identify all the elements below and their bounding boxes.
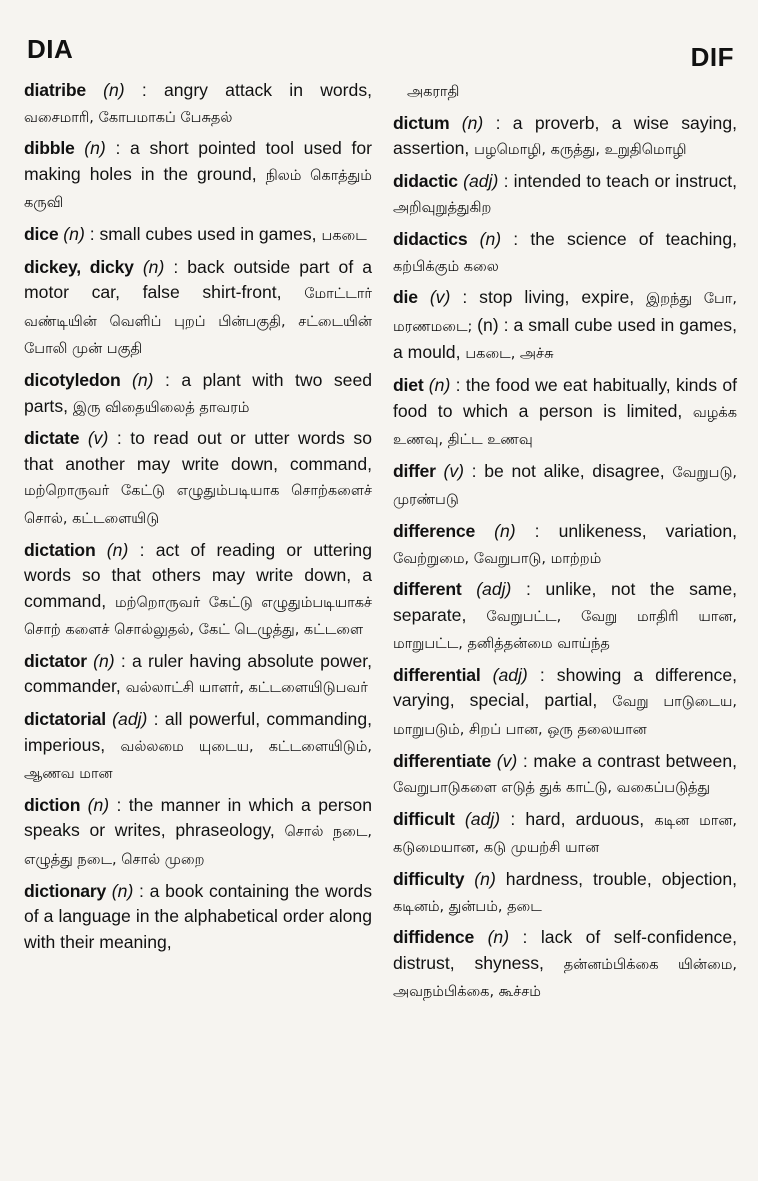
headword: differential bbox=[393, 664, 481, 685]
part-of-speech: (n) bbox=[428, 374, 451, 395]
dictionary-entry bbox=[24, 255, 372, 363]
definition: : angry attack in words, வசைமாரி, கோபமாகப் பேசுதல் bbox=[24, 80, 373, 126]
headword: difference bbox=[393, 520, 476, 541]
definition: : intended to teach or instruct, அறிவுறுத்துகிற bbox=[393, 170, 738, 217]
part-of-speech: (n) bbox=[494, 520, 516, 541]
dictionary-entry bbox=[393, 227, 737, 280]
part-of-speech: (n) bbox=[142, 256, 165, 277]
definition: : a plant with two seed parts, இரு விதையிலைத் தாவரம் bbox=[24, 369, 373, 416]
part-of-speech: (n) bbox=[103, 80, 125, 100]
part-of-speech: (adj) bbox=[463, 170, 499, 191]
dictionary-entry bbox=[393, 373, 737, 454]
part-of-speech: (n) bbox=[474, 869, 496, 890]
dictionary-entry bbox=[24, 136, 372, 217]
definition: : the manner in which a person speaks or writes, phraseology, சொல் நடை, எழுத்து நடை, சொல் முறை bbox=[24, 794, 372, 869]
definition: : act of reading or uttering words so that others may write down, a command, மற்றொருவர் கேட்டு எழுதும்படியாகச் சொற் களைச் சொல்லுதல், கேட் டெழுத்து, கட்டளை bbox=[24, 539, 373, 639]
definition: : unlike, not the same, separate, வேறுபட்ட, வேறு மாதிரி யான, மாறுபட்ட, தனித்தன்மை வாய்ந்த bbox=[393, 579, 737, 653]
dictionary-entry bbox=[393, 459, 737, 514]
dictionary-entry bbox=[24, 538, 372, 644]
definition: : a short pointed tool used for making holes in the ground, நிலம் கொத்தும் கருவி bbox=[24, 138, 373, 212]
dictionary-entry bbox=[393, 169, 737, 222]
headword: die bbox=[393, 287, 418, 308]
headword: differ bbox=[393, 460, 436, 481]
dictionary-entry bbox=[24, 649, 372, 702]
dictionary-entry bbox=[393, 749, 737, 802]
part-of-speech: (n) bbox=[479, 228, 502, 249]
definition: : a proverb, a wise saying, assertion, பழமொழி, கருத்து, உறுதிமொழி bbox=[393, 112, 737, 159]
dictionary-entry bbox=[393, 925, 737, 1006]
definition: : showing a difference, varying, special, partial, வேறு பாடுடைய, மாறுபடும், சிறப் பான, ஒரு தலையான bbox=[393, 664, 738, 739]
headword: differentiate bbox=[393, 750, 492, 771]
dictionary-entry bbox=[393, 867, 737, 920]
part-of-speech: (adj) bbox=[464, 808, 501, 829]
dictionary-entry bbox=[24, 222, 372, 250]
headword: dictate bbox=[24, 428, 80, 449]
part-of-speech: (v) bbox=[443, 460, 464, 481]
headword: dicotyledon bbox=[24, 369, 121, 390]
headword: dictatorial bbox=[24, 709, 106, 730]
definition: : to read out or utter words so that another may write down, command, மற்றொருவர் கேட்டு எழுதும்படியாக சொற்களைச் சொல், கட்டளையிடு bbox=[24, 428, 373, 527]
part-of-speech: (adj) bbox=[112, 709, 148, 730]
headword: difficulty bbox=[393, 869, 465, 890]
dictionary-entry bbox=[24, 78, 372, 131]
definition: : all powerful, commanding, imperious, வல்லமை யுடைய, கட்டளையிடும், ஆணவ மான bbox=[24, 709, 372, 783]
definition: : the science of teaching, கற்பிக்கும் கலை bbox=[393, 228, 737, 275]
dictionary-entry bbox=[393, 807, 737, 862]
part-of-speech: (n) bbox=[63, 223, 85, 244]
headword: dictation bbox=[24, 539, 96, 560]
part-of-speech: (adj) bbox=[476, 579, 512, 600]
part-of-speech: (v) bbox=[429, 287, 451, 308]
dictionary-entry bbox=[393, 577, 737, 658]
definition: : stop living, expire, இறந்து போ, மரணமடை; (n) : a small cube used in games, a mould, பகடை, அச்சு bbox=[393, 287, 737, 363]
headword: difficult bbox=[393, 808, 455, 829]
definition: : a ruler having absolute power, commander, வல்லாட்சி யாளர், கட்டளையிடுபவர் bbox=[24, 650, 373, 697]
dictionary-entry bbox=[24, 793, 372, 874]
definition: : a book containing the words of a language in the alphabetical order along with their meaning, bbox=[24, 880, 373, 952]
dictionary-entry bbox=[393, 663, 737, 744]
running-head-right: DIF bbox=[690, 42, 734, 72]
part-of-speech: (v) bbox=[496, 750, 518, 771]
dictionary-entry bbox=[24, 879, 372, 956]
definition: hardness, trouble, objection, கடினம், துன்பம், தடை bbox=[393, 869, 738, 915]
definition: : be not alike, disagree, வேறுபடு, முரண்படு bbox=[393, 460, 737, 509]
part-of-speech: (v) bbox=[87, 428, 109, 449]
headword: diatribe bbox=[24, 80, 86, 100]
dictionary-entry bbox=[393, 285, 737, 368]
definition: : small cubes used in games, பகடை bbox=[89, 223, 367, 244]
part-of-speech: (n) bbox=[111, 880, 134, 901]
headword: dictionary bbox=[24, 880, 107, 901]
headword: dice bbox=[24, 223, 59, 244]
part-of-speech: (n) bbox=[106, 539, 129, 560]
left-column bbox=[24, 78, 372, 960]
part-of-speech: (adj) bbox=[492, 664, 528, 685]
part-of-speech: (n) bbox=[93, 650, 115, 671]
headword: didactic bbox=[393, 170, 458, 191]
part-of-speech: (n) bbox=[132, 369, 154, 390]
headword: diffidence bbox=[393, 927, 475, 948]
continuation-text: அகராதி bbox=[407, 84, 460, 100]
dictionary-entry bbox=[24, 368, 372, 421]
definition: : the food we eat habitually, kinds of food to which a person is limited, வழக்க உணவு, திட்ட உணவு bbox=[393, 374, 737, 449]
definition: : unlikeness, variation, வேற்றுமை, வேறுபாடு, மாற்றம் bbox=[393, 520, 738, 567]
headword: dictator bbox=[24, 650, 87, 671]
definition: : back outside part of a motor car, false shirt-front, மோட்டார் வண்டியின் வெளிப் புறப் பின்பகுதி, சட்டையின் போலி முன் பகுதி bbox=[24, 256, 373, 358]
headword: different bbox=[393, 579, 462, 600]
headword: diet bbox=[393, 374, 424, 395]
headword: dibble bbox=[24, 138, 75, 159]
definition: : hard, arduous, கடின மான, கடுமையான, கடு முயற்சி யான bbox=[393, 808, 738, 857]
part-of-speech: (n) bbox=[461, 112, 484, 133]
headword: diction bbox=[24, 794, 81, 815]
dictionary-entry bbox=[24, 707, 372, 788]
dictionary-entry bbox=[393, 519, 737, 572]
definition: : lack of self-confidence, distrust, shyness, தன்னம்பிக்கை யின்மை, அவநம்பிக்கை, கூச்சம் bbox=[393, 927, 738, 1001]
headword: dictum bbox=[393, 112, 450, 133]
part-of-speech: (n) bbox=[84, 138, 106, 159]
headword: didactics bbox=[393, 228, 468, 249]
part-of-speech: (n) bbox=[487, 927, 510, 948]
dictionary-entry bbox=[393, 111, 737, 164]
definition: : make a contrast between, வேறுபாடுகளை எடுத் துக் காட்டு, வகைப்படுத்து bbox=[393, 750, 738, 797]
part-of-speech: (n) bbox=[87, 794, 110, 815]
dictionary-entry bbox=[24, 426, 372, 532]
running-head-left: DIA bbox=[27, 34, 74, 64]
right-column bbox=[393, 78, 737, 1011]
headword: dickey, dicky bbox=[24, 256, 134, 277]
